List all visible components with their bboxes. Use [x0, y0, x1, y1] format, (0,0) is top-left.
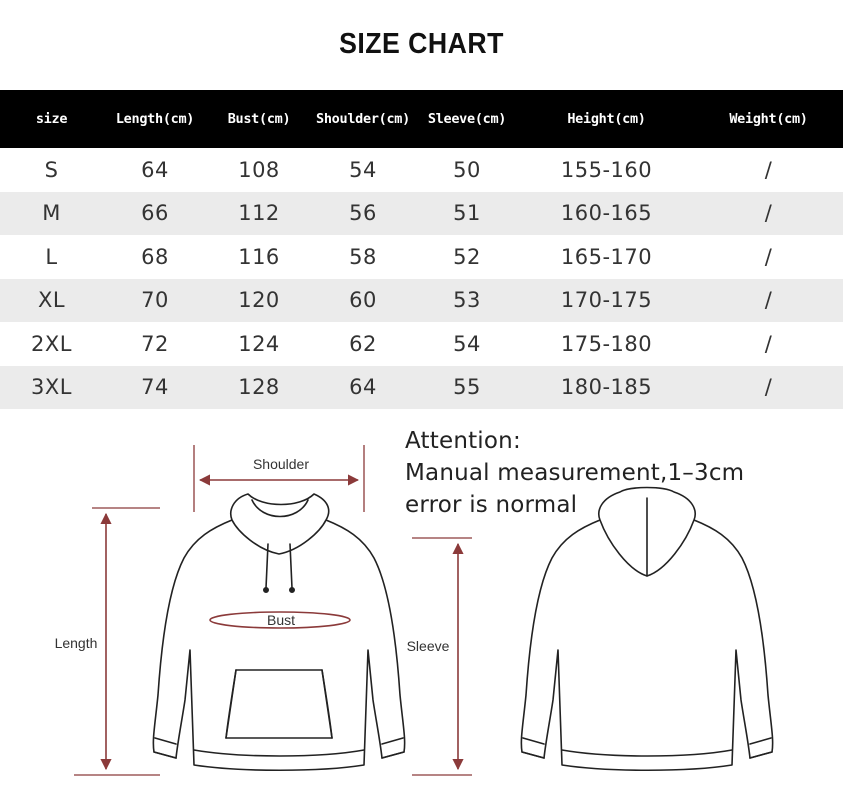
table-cell: S	[44, 157, 59, 182]
header-size: size	[0, 90, 103, 148]
table-cell: 180-185	[519, 366, 694, 410]
table-cell: 54	[453, 331, 481, 356]
size-chart-table	[0, 90, 843, 409]
header-shoulder: Shoulder(cm)	[311, 90, 415, 148]
table-cell: L	[45, 244, 58, 269]
table-cell: 120	[207, 279, 311, 323]
table-row	[0, 366, 843, 410]
table-cell: 170-175	[519, 279, 694, 323]
table-cell: 108	[238, 157, 280, 182]
bust-label: Bust	[266, 612, 296, 628]
table-cell: 60	[311, 279, 415, 323]
table-cell: XL	[0, 279, 103, 323]
table-cell: 66	[103, 192, 207, 236]
table-cell: 128	[207, 366, 311, 410]
header-weight: Weight(cm)	[694, 90, 843, 148]
table-cell: M	[0, 192, 103, 236]
table-row	[0, 235, 843, 279]
table-cell: 74	[103, 366, 207, 410]
table-cell: 50	[453, 157, 481, 182]
table-cell: 116	[238, 244, 280, 269]
attention-line-1: Manual measurement,1–3cm	[405, 460, 745, 486]
table-row	[0, 322, 843, 366]
table-cell: 51	[415, 192, 519, 236]
sleeve-label: Sleeve	[406, 638, 450, 654]
table-cell: /	[694, 366, 843, 410]
table-cell: /	[764, 157, 773, 182]
table-cell: 3XL	[0, 366, 103, 410]
table-cell: 54	[349, 157, 377, 182]
table-row	[0, 192, 843, 236]
table-row	[0, 148, 843, 192]
attention-line-2: error is normal	[405, 492, 578, 518]
header-height: Height(cm)	[519, 90, 694, 148]
table-cell: 58	[349, 244, 377, 269]
table-cell: 155-160	[560, 157, 653, 182]
table-cell: 165-170	[560, 244, 653, 269]
table-cell: /	[694, 279, 843, 323]
table-cell: 52	[453, 244, 481, 269]
table-cell: 2XL	[31, 331, 72, 356]
table-cell: 55	[415, 366, 519, 410]
header-bust: Bust(cm)	[207, 90, 311, 148]
table-cell: 56	[311, 192, 415, 236]
table-cell: 175-180	[560, 331, 653, 356]
table-cell: /	[764, 331, 773, 356]
table-cell: /	[694, 192, 843, 236]
hoodie-measurement-diagram	[0, 420, 843, 800]
table-cell: 64	[311, 366, 415, 410]
header-sleeve: Sleeve(cm)	[415, 90, 519, 148]
hoodie-back-drawing	[521, 488, 772, 771]
table-cell: 124	[238, 331, 280, 356]
table-cell: 53	[415, 279, 519, 323]
length-label: Length	[54, 635, 98, 651]
table-row	[0, 279, 843, 323]
table-cell: 62	[349, 331, 377, 356]
header-length: Length(cm)	[103, 90, 207, 148]
table-cell: 68	[141, 244, 169, 269]
table-cell: 70	[103, 279, 207, 323]
table-cell: 160-165	[519, 192, 694, 236]
table-header-row	[0, 90, 843, 148]
shoulder-label: Shoulder	[252, 456, 310, 472]
hoodie-front-drawing	[153, 494, 404, 770]
table-cell: 112	[207, 192, 311, 236]
table-cell: 72	[141, 331, 169, 356]
page-title: SIZE CHART	[339, 28, 504, 60]
table-cell: 64	[141, 157, 169, 182]
attention-heading: Attention:	[405, 428, 521, 454]
table-cell: /	[764, 244, 773, 269]
